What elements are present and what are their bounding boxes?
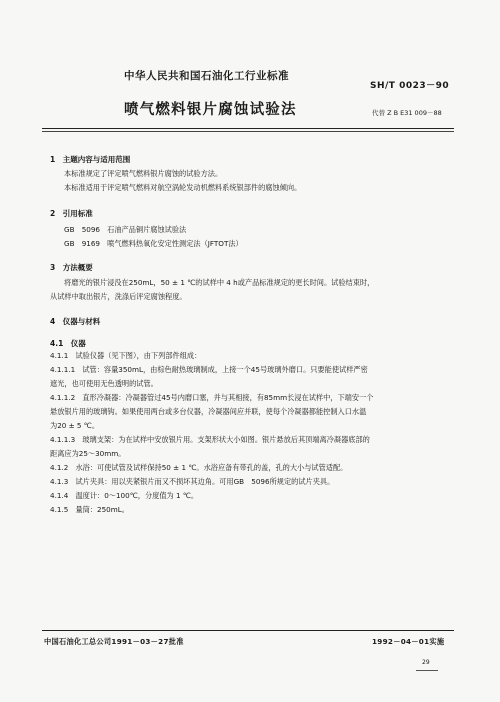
- clause-4-1-2: 4.1.2 水浴：可使试管及试样保持50 ± 1 ℃。水浴应备有带孔的盖，孔的大小与试管适配。: [50, 463, 348, 472]
- footer-rule: [42, 630, 454, 631]
- section-2-heading: 2 引用标准: [50, 209, 93, 218]
- standard-code: SH/T 0023－90: [370, 81, 450, 91]
- clause-4-1-1: 4.1.1 试验仪器（见下图），由下列部件组成：: [50, 351, 202, 360]
- clause-4-1-4: 4.1.4 温度计：0～100℃，分度值为 1 ℃。: [50, 491, 199, 500]
- reference-gb9169: GB 9169 喷气燃料热氧化安定性测定法（JFTOT法）: [64, 239, 243, 248]
- clause-4-1-1-2-line-2: 悬放银片用的玻璃钩。如果使用两台或多台仪器，冷凝器间应并联，使每个冷凝器都能控制入口水温: [50, 407, 367, 416]
- page-number: 29: [422, 659, 430, 666]
- clause-4-1-3: 4.1.3 试片夹具：用以夹紧银片而又不损坏其边角。可用GB 5096所规定的试片夹具。: [50, 477, 335, 486]
- section-1-paragraph-1: 本标准规定了评定喷气燃料银片腐蚀的试验方法。: [64, 169, 223, 178]
- replaces-note: 代替 Z B E31 009－88: [372, 109, 442, 117]
- section-3-line-2: 从试样中取出银片，洗涤后评定腐蚀程度。: [50, 292, 187, 301]
- clause-4-1-1-1-line-1: 4.1.1.1 试管：容量350mL，由棕色耐热玻璃制成，上接一个45号玻璃外磨口。只要能使试样严密: [50, 365, 368, 374]
- page-number-rule: [416, 670, 438, 671]
- clause-4-1-1-3-line-2: 距离应为25～30mm。: [50, 449, 126, 458]
- section-1-paragraph-2: 本标准适用于评定喷气燃料对航空涡轮发动机燃料系统银部件的腐蚀倾向。: [64, 183, 302, 192]
- clause-4-1-1-1-line-2: 遮光，也可使用无色透明的试管。: [50, 379, 158, 388]
- clause-4-1-5: 4.1.5 量筒：250mL。: [50, 505, 129, 514]
- implementation-date: 1992－04－01实施: [372, 637, 445, 646]
- approval-line: 中国石油化工总公司1991－03－27批准: [44, 637, 184, 646]
- header-rule: [42, 128, 454, 129]
- section-1-heading: 1 主题内容与适用范围: [50, 155, 131, 164]
- document-title: 喷气燃料银片腐蚀试验法: [124, 102, 297, 118]
- section-3-heading: 3 方法概要: [50, 263, 93, 272]
- subsection-4-1-heading: 4.1 仪器: [50, 339, 86, 348]
- clause-4-1-1-2-line-3: 为20 ± 5 ℃。: [50, 421, 100, 430]
- header-rule-thin: [42, 131, 454, 132]
- section-4-heading: 4 仪器与材料: [50, 317, 101, 326]
- issuing-body: 中华人民共和国石油化工行业标准: [124, 70, 289, 82]
- reference-gb5096: GB 5096 石油产品铜片腐蚀试验法: [64, 225, 187, 234]
- clause-4-1-1-2-line-1: 4.1.1.2 直形冷凝器：冷凝器管过45号内磨口塞，并与其相接，有85mm长浸在试样中，下端安一个: [50, 393, 374, 402]
- section-3-line-1: 将磨光的银片浸没在250mL，50 ± 1 ℃的试样中 4 h或产品标准规定的更长时间。试验结束时，: [64, 278, 375, 287]
- clause-4-1-1-3-line-1: 4.1.1.3 玻璃支架：为在试样中安放银片用。支架形状大小如图。银片悬放后其顶端离冷凝器底部的: [50, 435, 370, 444]
